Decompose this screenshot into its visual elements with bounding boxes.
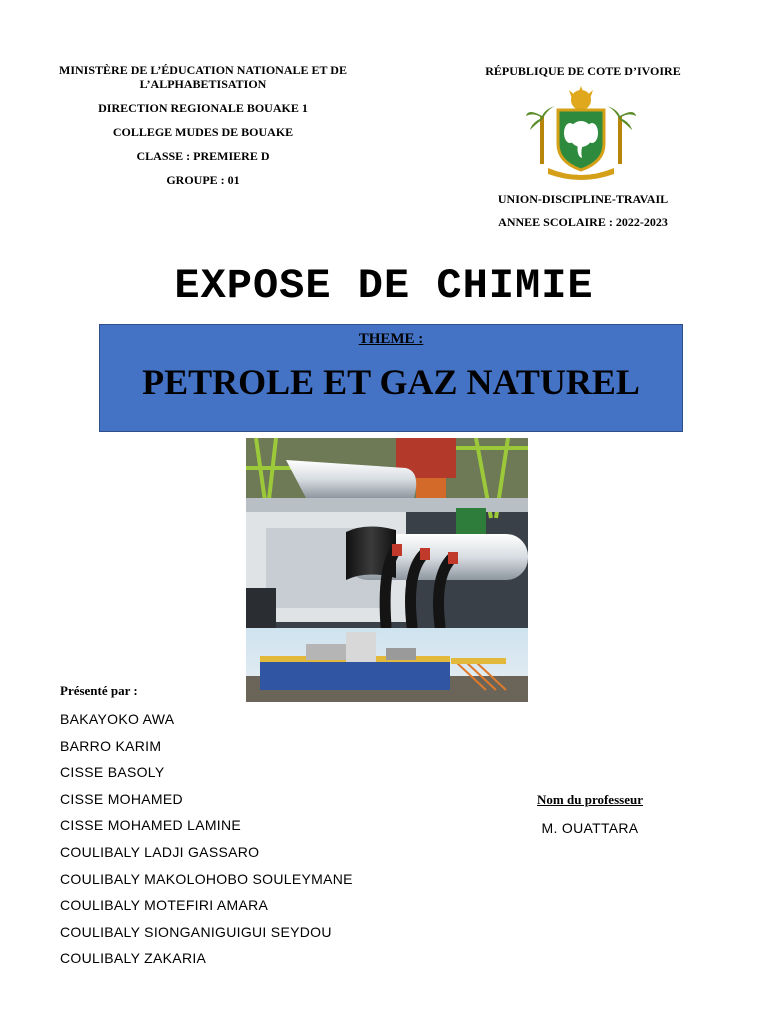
oil-rig-photo bbox=[246, 438, 528, 702]
group-number: GROUPE : 01 bbox=[166, 173, 240, 187]
college-name: COLLEGE MUDES DE BOUAKE bbox=[112, 125, 294, 139]
professor-name: M. OUATTARA bbox=[541, 820, 639, 836]
regional-direction: DIRECTION REGIONALE BOUAKE 1 bbox=[98, 101, 308, 115]
palm-tree-left bbox=[526, 106, 556, 164]
list-item: CISSE BASOLY bbox=[60, 764, 165, 781]
list-item: CISSE MOHAMED bbox=[60, 790, 183, 807]
list-item: COULIBALY MAKOLOHOBO SOULEYMANE bbox=[60, 870, 353, 887]
palm-tree-right bbox=[606, 106, 636, 164]
coat-of-arms-emblem bbox=[526, 86, 636, 182]
presented-by-label: Présenté par : bbox=[60, 683, 138, 698]
theme-label: THEME : bbox=[358, 331, 424, 347]
list-item: COULIBALY ZAKARIA bbox=[60, 950, 207, 967]
class-name: CLASSE : PREMIERE D bbox=[136, 149, 270, 163]
list-item: BARRO KARIM bbox=[60, 737, 162, 754]
ministry-name: MINISTÈRE DE L’ÉDUCATION NATIONALE ET DE L’ALPHABETISATION bbox=[59, 63, 347, 91]
theme-title: PETROLE ET GAZ NATUREL bbox=[142, 362, 640, 402]
professor-label: Nom du professeur bbox=[537, 792, 643, 807]
theme-box bbox=[99, 324, 683, 432]
national-motto: UNION-DISCIPLINE-TRAVAIL bbox=[497, 192, 669, 206]
list-item: CISSE MOHAMED LAMINE bbox=[60, 817, 242, 834]
list-item: COULIBALY LADJI GASSARO bbox=[60, 843, 260, 860]
document-title: EXPOSE DE CHIMIE bbox=[174, 262, 594, 310]
sun-rays bbox=[569, 86, 593, 110]
republic-name: RÉPUBLIQUE DE COTE D’IVOIRE bbox=[485, 64, 681, 78]
ministry-header bbox=[48, 63, 358, 197]
list-item: COULIBALY SIONGANIGUIGUI SEYDOU bbox=[60, 923, 332, 940]
list-item: BAKAYOKO AWA bbox=[60, 711, 175, 727]
list-item: COULIBALY MOTEFIRI AMARA bbox=[60, 897, 269, 914]
school-year: ANNEE SCOLAIRE : 2022-2023 bbox=[498, 215, 668, 229]
student-list bbox=[60, 708, 353, 974]
